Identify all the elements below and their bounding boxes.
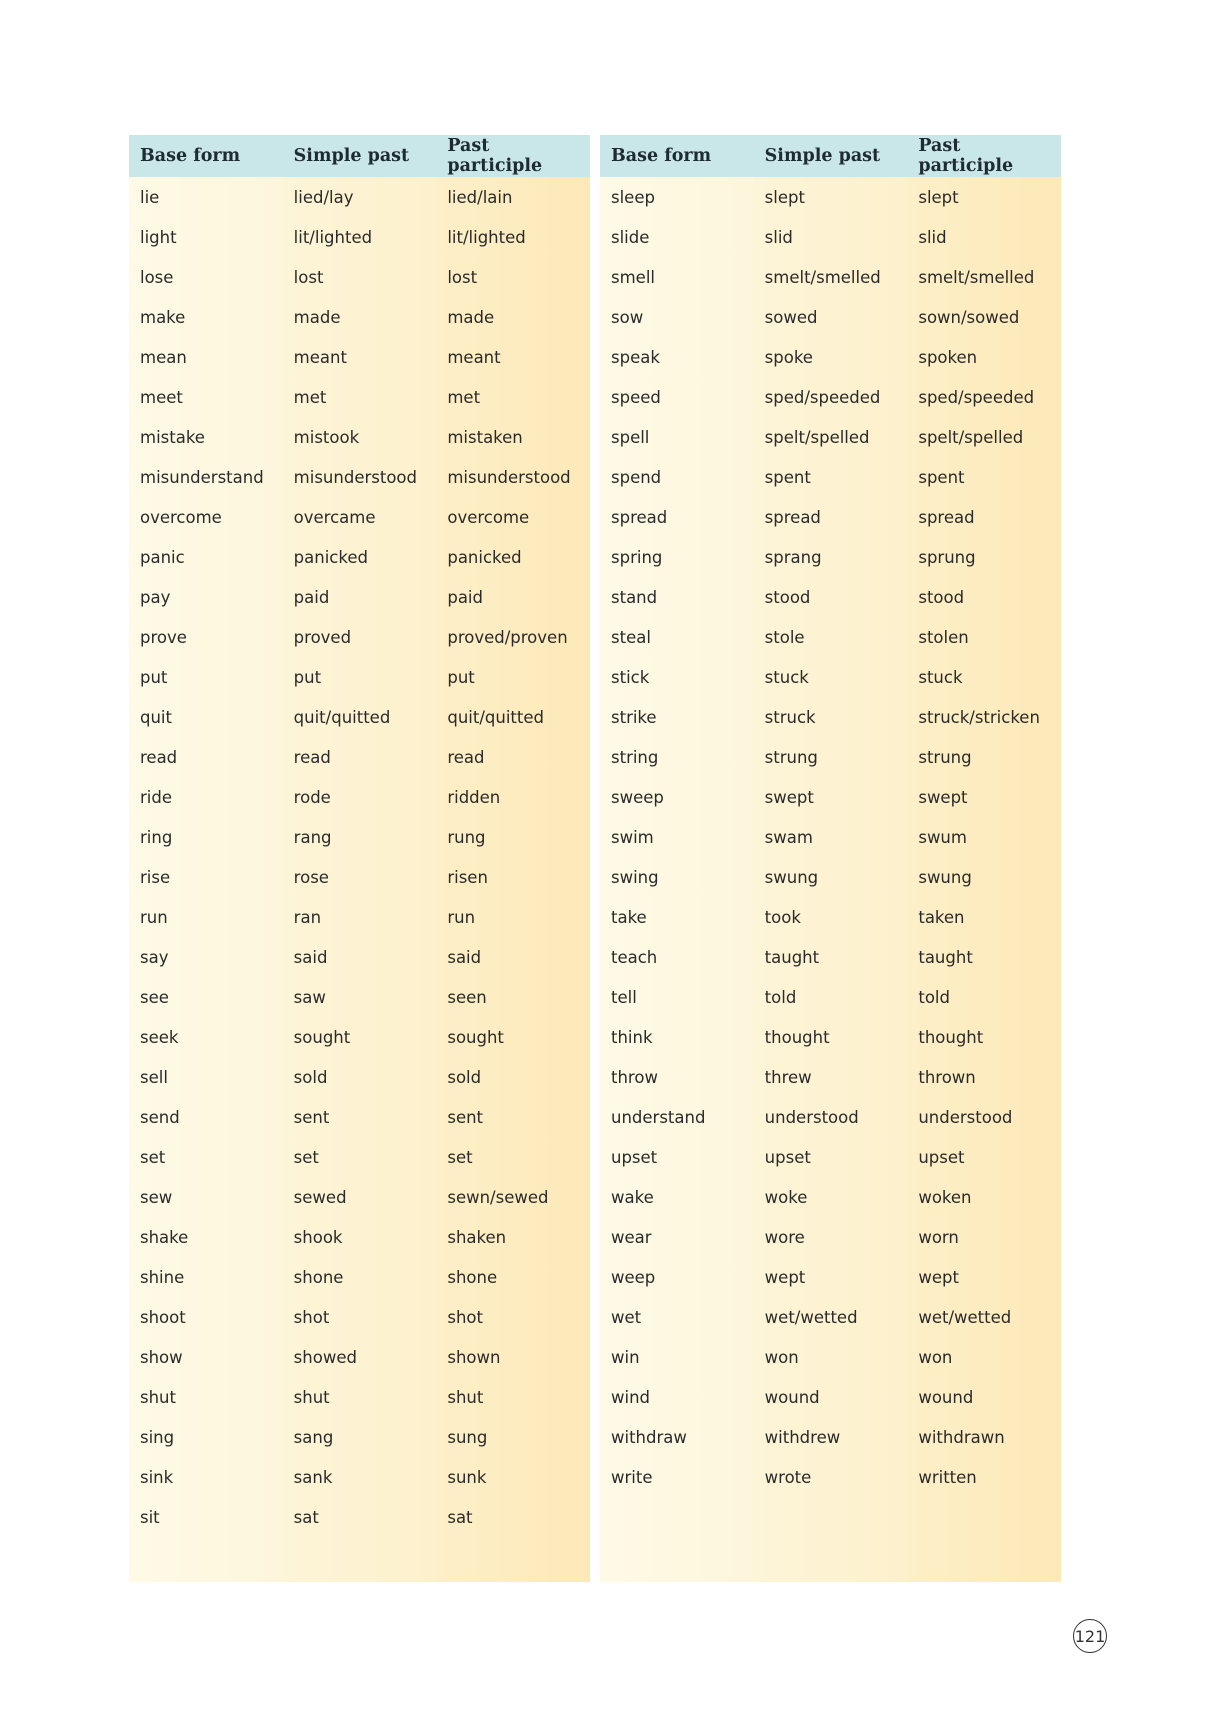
cell-simple-past: lost (293, 267, 324, 287)
cell-past-participle: sold (447, 1067, 482, 1087)
cell-simple-past: sent (293, 1107, 330, 1127)
cell-base-form: withdraw (611, 1427, 687, 1447)
table-row (600, 1057, 1061, 1097)
cell-past-participle: wound (918, 1387, 974, 1407)
cell-past-participle: sprung (918, 547, 976, 567)
cell-simple-past: told (764, 987, 797, 1007)
cell-past-participle: overcome (447, 507, 530, 527)
table-row (600, 537, 1061, 577)
cell-base-form: sweep (611, 787, 664, 807)
cell-simple-past: wept (764, 1267, 806, 1287)
table-header (600, 135, 1061, 177)
cell-simple-past: made (293, 307, 341, 327)
cell-base-form: spell (611, 427, 650, 447)
header-past-participle: Past participle (918, 136, 1014, 176)
cell-past-participle: woken (918, 1187, 972, 1207)
table-row (600, 177, 1061, 217)
header-base-form: Base form (611, 146, 712, 166)
table-row (129, 537, 590, 577)
cell-past-participle: written (918, 1467, 977, 1487)
cell-simple-past: said (293, 947, 328, 967)
cell-base-form: overcome (140, 507, 222, 527)
cell-base-form: wake (611, 1187, 654, 1207)
cell-past-participle: taken (918, 907, 965, 927)
table-row (129, 497, 590, 537)
cell-base-form: stand (611, 587, 658, 607)
table-row (600, 457, 1061, 497)
header-base-form: Base form (140, 146, 241, 166)
cell-base-form: steal (611, 627, 651, 647)
cell-simple-past: struck (764, 707, 816, 727)
cell-simple-past: won (764, 1347, 799, 1367)
cell-base-form: show (140, 1347, 183, 1367)
cell-past-participle: sat (447, 1507, 473, 1527)
cell-past-participle: lit/lighted (447, 227, 526, 247)
table-row (129, 1377, 590, 1417)
cell-base-form: sink (140, 1467, 174, 1487)
cell-base-form: quit (140, 707, 172, 727)
table-row (600, 497, 1061, 537)
table-row (129, 1417, 590, 1457)
cell-past-participle: stood (918, 587, 965, 607)
cell-base-form: light (140, 227, 177, 247)
cell-past-participle: worn (918, 1227, 959, 1247)
table-row (600, 697, 1061, 737)
cell-base-form: ring (140, 827, 173, 847)
table-row (129, 297, 590, 337)
cell-base-form: think (611, 1027, 653, 1047)
cell-simple-past: thought (764, 1027, 830, 1047)
cell-base-form: stick (611, 667, 650, 687)
cell-past-participle: rung (447, 827, 486, 847)
cell-simple-past: withdrew (764, 1427, 841, 1447)
cell-simple-past: understood (764, 1107, 859, 1127)
table-row (129, 1217, 590, 1257)
cell-past-participle: spelt/spelled (918, 427, 1024, 447)
cell-past-participle: understood (918, 1107, 1013, 1127)
cell-simple-past: sought (293, 1027, 351, 1047)
cell-base-form: string (611, 747, 659, 767)
cell-past-participle: spoken (918, 347, 978, 367)
cell-simple-past: rang (293, 827, 332, 847)
cell-past-participle: shut (447, 1387, 484, 1407)
cell-base-form: set (140, 1147, 166, 1167)
cell-past-participle: shot (447, 1307, 483, 1327)
cell-simple-past: slept (764, 187, 805, 207)
table-row (600, 577, 1061, 617)
cell-simple-past: stuck (764, 667, 809, 687)
table-row (600, 1457, 1061, 1497)
cell-simple-past: rode (293, 787, 331, 807)
cell-base-form: shoot (140, 1307, 186, 1327)
table-row (600, 1297, 1061, 1337)
table-row (129, 1457, 590, 1497)
cell-past-participle: set (447, 1147, 473, 1167)
cell-simple-past: ran (293, 907, 322, 927)
cell-base-form: prove (140, 627, 187, 647)
cell-simple-past: overcame (293, 507, 376, 527)
table-row (129, 897, 590, 937)
cell-past-participle: upset (918, 1147, 965, 1167)
cell-past-participle: misunderstood (447, 467, 571, 487)
cell-past-participle: struck/stricken (918, 707, 1040, 727)
cell-base-form: put (140, 667, 168, 687)
table-row (129, 1297, 590, 1337)
cell-base-form: sow (611, 307, 644, 327)
table-row (600, 1377, 1061, 1417)
cell-simple-past: sang (293, 1427, 334, 1447)
cell-past-participle: read (447, 747, 485, 767)
cell-past-participle: told (918, 987, 950, 1007)
cell-simple-past: sped/speeded (764, 387, 881, 407)
table-row (129, 1257, 590, 1297)
table-row (129, 1097, 590, 1137)
cell-simple-past: swung (764, 867, 819, 887)
cell-past-participle: meant (447, 347, 501, 367)
table-row (129, 657, 590, 697)
cell-base-form: lie (140, 187, 160, 207)
cell-past-participle: seen (447, 987, 487, 1007)
table-row (600, 857, 1061, 897)
cell-simple-past: mistook (293, 427, 360, 447)
cell-base-form: upset (611, 1147, 658, 1167)
header-simple-past: Simple past (764, 146, 881, 166)
table-row (600, 377, 1061, 417)
cell-simple-past: taught (764, 947, 820, 967)
cell-simple-past: swept (764, 787, 814, 807)
cell-past-participle: said (447, 947, 482, 967)
cell-base-form: swing (611, 867, 659, 887)
cell-simple-past: sowed (764, 307, 818, 327)
cell-simple-past: showed (293, 1347, 357, 1367)
table-row (600, 617, 1061, 657)
cell-past-participle: run (447, 907, 476, 927)
cell-simple-past: shone (293, 1267, 344, 1287)
header-past-participle: Past participle (447, 136, 543, 176)
table-row (129, 697, 590, 737)
cell-simple-past: wet/wetted (764, 1307, 858, 1327)
cell-past-participle: sown/sowed (918, 307, 1020, 327)
cell-simple-past: stole (764, 627, 805, 647)
cell-simple-past: sank (293, 1467, 333, 1487)
cell-past-participle: sought (447, 1027, 504, 1047)
cell-base-form: spring (611, 547, 663, 567)
table-row (600, 1337, 1061, 1377)
cell-past-participle: stolen (918, 627, 969, 647)
cell-past-participle: thrown (918, 1067, 976, 1087)
cell-past-participle: slid (918, 227, 947, 247)
cell-past-participle: ridden (447, 787, 501, 807)
table-row (600, 1017, 1061, 1057)
cell-base-form: shake (140, 1227, 189, 1247)
cell-simple-past: shut (293, 1387, 330, 1407)
table-row (600, 977, 1061, 1017)
cell-base-form: take (611, 907, 647, 927)
cell-simple-past: put (293, 667, 322, 687)
cell-past-participle: withdrawn (918, 1427, 1005, 1447)
cell-base-form: shut (140, 1387, 176, 1407)
cell-base-form: smell (611, 267, 655, 287)
cell-base-form: mean (140, 347, 187, 367)
table-row (129, 217, 590, 257)
cell-base-form: lose (140, 267, 174, 287)
cell-past-participle: sewn/sewed (447, 1187, 549, 1207)
cell-base-form: wear (611, 1227, 652, 1247)
cell-past-participle: lied/lain (447, 187, 513, 207)
table-row (600, 257, 1061, 297)
cell-simple-past: sat (293, 1507, 319, 1527)
table-row (600, 297, 1061, 337)
cell-base-form: mistake (140, 427, 205, 447)
cell-base-form: spend (611, 467, 662, 487)
cell-past-participle: put (447, 667, 475, 687)
cell-base-form: misunderstand (140, 467, 264, 487)
cell-base-form: see (140, 987, 169, 1007)
cell-simple-past: took (764, 907, 801, 927)
cell-past-participle: lost (447, 267, 478, 287)
table-row (600, 417, 1061, 457)
cell-base-form: understand (611, 1107, 706, 1127)
cell-past-participle: met (447, 387, 481, 407)
table-row (600, 1417, 1061, 1457)
cell-simple-past: upset (764, 1147, 811, 1167)
table-row (129, 417, 590, 457)
cell-past-participle: sped/speeded (918, 387, 1035, 407)
cell-simple-past: smelt/smelled (764, 267, 881, 287)
cell-base-form: wind (611, 1387, 651, 1407)
cell-base-form: throw (611, 1067, 658, 1087)
cell-base-form: make (140, 307, 186, 327)
cell-base-form: pay (140, 587, 171, 607)
cell-base-form: strike (611, 707, 657, 727)
cell-simple-past: shot (293, 1307, 330, 1327)
cell-past-participle: spread (918, 507, 975, 527)
cell-simple-past: lied/lay (293, 187, 354, 207)
table-row (129, 977, 590, 1017)
table-row (129, 1017, 590, 1057)
cell-base-form: ride (140, 787, 172, 807)
cell-simple-past: rose (293, 867, 329, 887)
table-row (600, 1257, 1061, 1297)
cell-simple-past: stood (764, 587, 811, 607)
table-row (129, 337, 590, 377)
cell-past-participle: sung (447, 1427, 488, 1447)
table-row (600, 817, 1061, 857)
cell-base-form: read (140, 747, 178, 767)
cell-past-participle: quit/quitted (447, 707, 544, 727)
cell-past-participle: sent (447, 1107, 484, 1127)
cell-base-form: speed (611, 387, 661, 407)
cell-past-participle: wet/wetted (918, 1307, 1012, 1327)
table-row (129, 777, 590, 817)
cell-base-form: sing (140, 1427, 175, 1447)
cell-base-form: sell (140, 1067, 168, 1087)
table-header (129, 135, 590, 177)
cell-past-participle: slept (918, 187, 959, 207)
cell-simple-past: set (293, 1147, 319, 1167)
table-row (129, 577, 590, 617)
table-row (129, 1337, 590, 1377)
cell-past-participle: wept (918, 1267, 959, 1287)
cell-simple-past: sewed (293, 1187, 347, 1207)
cell-past-participle: swung (918, 867, 972, 887)
cell-simple-past: read (293, 747, 331, 767)
cell-past-participle: thought (918, 1027, 984, 1047)
table-row (600, 657, 1061, 697)
cell-simple-past: meant (293, 347, 347, 367)
cell-base-form: weep (611, 1267, 656, 1287)
table-row (129, 1177, 590, 1217)
cell-base-form: spread (611, 507, 668, 527)
cell-simple-past: shook (293, 1227, 343, 1247)
cell-base-form: write (611, 1467, 653, 1487)
table-row (129, 1497, 590, 1537)
cell-simple-past: wound (764, 1387, 820, 1407)
cell-past-participle: mistaken (447, 427, 523, 447)
verb-table-left (129, 135, 590, 1582)
cell-base-form: slide (611, 227, 650, 247)
table-row (600, 217, 1061, 257)
cell-past-participle: panicked (447, 547, 522, 567)
table-row (600, 1177, 1061, 1217)
cell-base-form: panic (140, 547, 185, 567)
cell-simple-past: met (293, 387, 327, 407)
cell-simple-past: paid (293, 587, 330, 607)
cell-past-participle: strung (918, 747, 972, 767)
cell-past-participle: shown (447, 1347, 501, 1367)
cell-past-participle: smelt/smelled (918, 267, 1035, 287)
cell-base-form: speak (611, 347, 660, 367)
cell-base-form: teach (611, 947, 658, 967)
cell-base-form: run (140, 907, 168, 927)
cell-base-form: shine (140, 1267, 185, 1287)
cell-past-participle: won (918, 1347, 953, 1367)
cell-simple-past: proved (293, 627, 352, 647)
table-row (600, 1137, 1061, 1177)
cell-simple-past: spent (764, 467, 811, 487)
cell-simple-past: slid (764, 227, 793, 247)
table-row (129, 1057, 590, 1097)
cell-past-participle: taught (918, 947, 973, 967)
cell-past-participle: stuck (918, 667, 963, 687)
cell-base-form: send (140, 1107, 180, 1127)
cell-past-participle: made (447, 307, 495, 327)
cell-simple-past: saw (293, 987, 326, 1007)
cell-simple-past: woke (764, 1187, 808, 1207)
cell-simple-past: threw (764, 1067, 812, 1087)
table-row (129, 937, 590, 977)
cell-simple-past: wrote (764, 1467, 812, 1487)
table-row (129, 617, 590, 657)
cell-simple-past: panicked (293, 547, 368, 567)
cell-base-form: win (611, 1347, 640, 1367)
table-row (600, 1217, 1061, 1257)
table-row (600, 937, 1061, 977)
verb-table-right (600, 135, 1061, 1582)
cell-base-form: seek (140, 1027, 179, 1047)
cell-simple-past: strung (764, 747, 818, 767)
cell-past-participle: shone (447, 1267, 498, 1287)
table-row (600, 1097, 1061, 1137)
cell-past-participle: sunk (447, 1467, 487, 1487)
cell-simple-past: sprang (764, 547, 822, 567)
cell-base-form: wet (611, 1307, 642, 1327)
cell-past-participle: proved/proven (447, 627, 568, 647)
cell-simple-past: lit/lighted (293, 227, 373, 247)
table-row (129, 177, 590, 217)
table-row (129, 857, 590, 897)
cell-past-participle: swept (918, 787, 968, 807)
cell-simple-past: quit/quitted (293, 707, 391, 727)
cell-simple-past: wore (764, 1227, 805, 1247)
table-row (129, 817, 590, 857)
cell-simple-past: sold (293, 1067, 328, 1087)
cell-simple-past: spoke (764, 347, 813, 367)
table-row (129, 377, 590, 417)
cell-past-participle: swum (918, 827, 967, 847)
cell-base-form: sew (140, 1187, 173, 1207)
cell-simple-past: spelt/spelled (764, 427, 870, 447)
cell-base-form: sit (140, 1507, 160, 1527)
cell-base-form: say (140, 947, 169, 967)
cell-base-form: rise (140, 867, 171, 887)
cell-simple-past: misunderstood (293, 467, 417, 487)
header-simple-past: Simple past (293, 146, 410, 166)
table-row (600, 337, 1061, 377)
cell-base-form: tell (611, 987, 637, 1007)
cell-past-participle: paid (447, 587, 483, 607)
table-row (600, 897, 1061, 937)
cell-base-form: meet (140, 387, 183, 407)
cell-simple-past: spread (764, 507, 821, 527)
table-row (129, 737, 590, 777)
table-row (600, 737, 1061, 777)
table-row (129, 1137, 590, 1177)
cell-simple-past: swam (764, 827, 813, 847)
table-row (129, 457, 590, 497)
cell-past-participle: spent (918, 467, 965, 487)
cell-base-form: swim (611, 827, 654, 847)
table-row (600, 777, 1061, 817)
page-number: 121 (1073, 1619, 1107, 1653)
cell-base-form: sleep (611, 187, 655, 207)
cell-past-participle: shaken (447, 1227, 507, 1247)
table-row (129, 257, 590, 297)
cell-past-participle: risen (447, 867, 488, 887)
